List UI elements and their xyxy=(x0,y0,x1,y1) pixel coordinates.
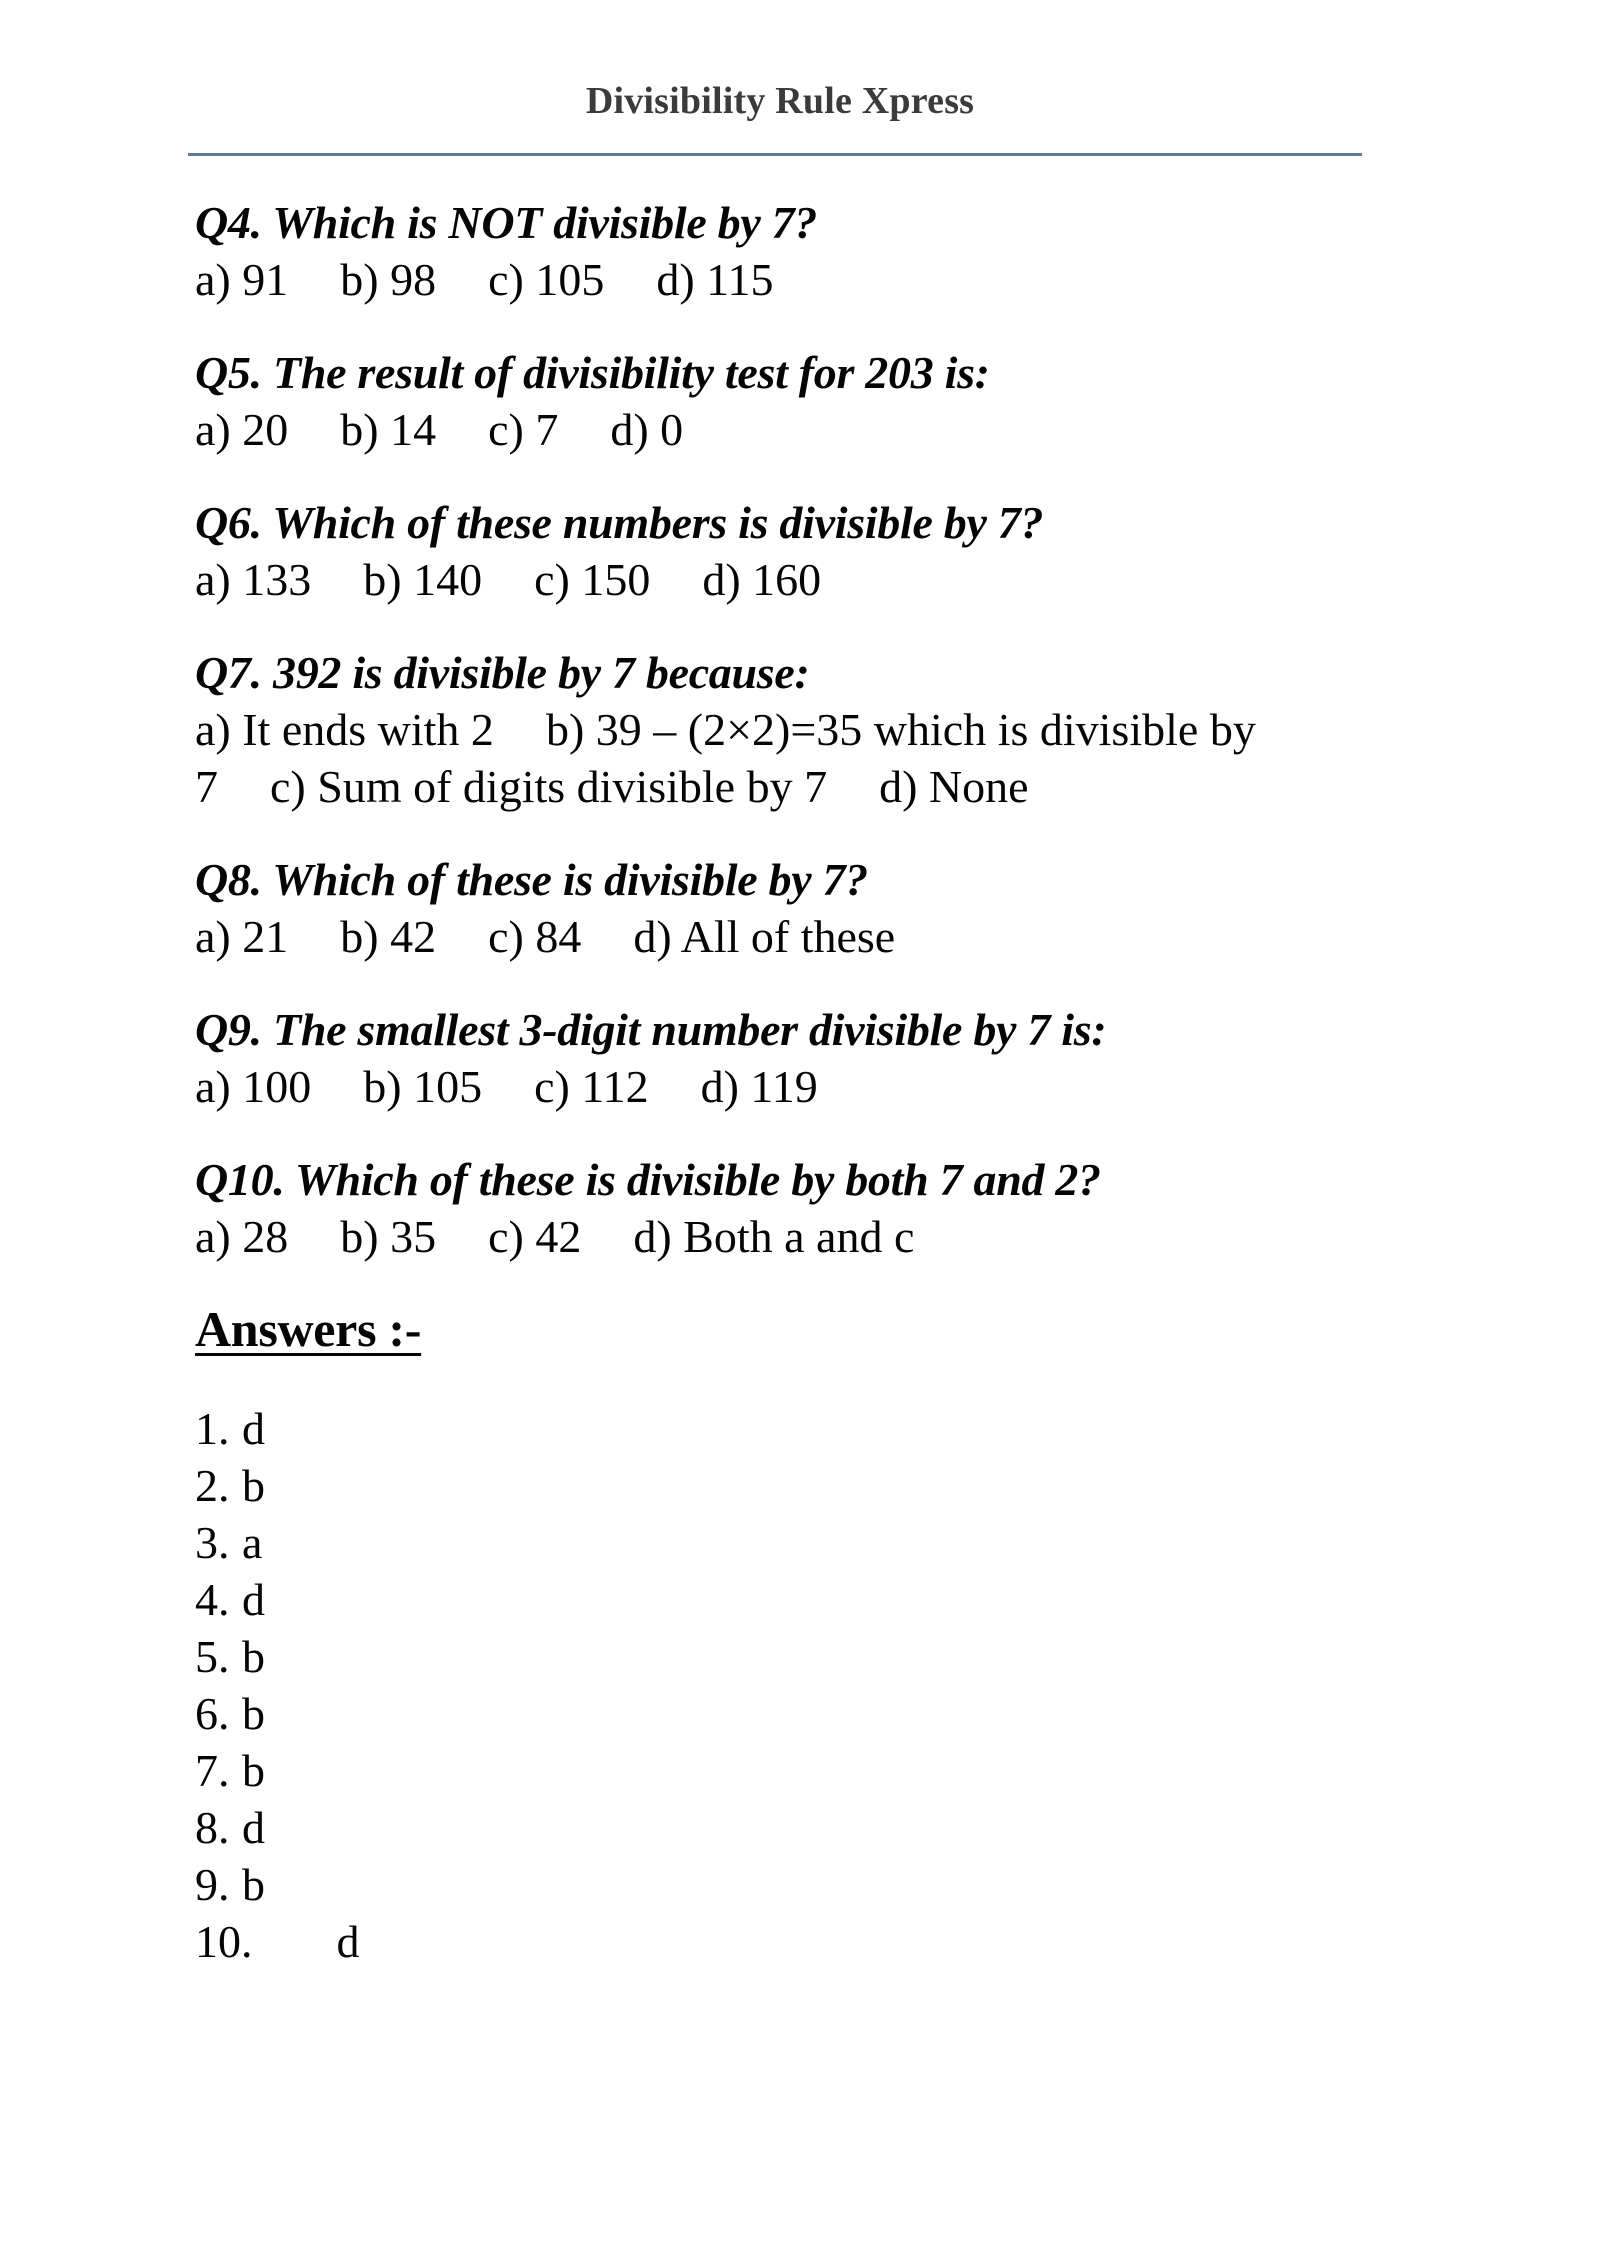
answer-number: 10. xyxy=(195,1916,253,1967)
answers-heading: Answers :- xyxy=(195,1301,422,1357)
option: a) 20 xyxy=(195,404,289,455)
answer-letter: b xyxy=(242,1745,265,1796)
answer-row xyxy=(195,1799,1375,1856)
answer-letter: b xyxy=(242,1859,265,1910)
question-options xyxy=(195,1208,1375,1265)
answer-letter: d xyxy=(242,1403,265,1454)
question-options xyxy=(195,251,1375,308)
answer-row xyxy=(195,1457,1375,1514)
option: d) None xyxy=(879,761,1029,812)
option: b) 105 xyxy=(363,1061,483,1112)
answer-letter: a xyxy=(242,1517,263,1568)
questions-section xyxy=(195,194,1375,1265)
option: b) 35 xyxy=(340,1211,437,1262)
option: c) 7 xyxy=(488,404,559,455)
answer-number: 6. xyxy=(195,1688,230,1739)
answer-row xyxy=(195,1514,1375,1571)
question-title: Q5. The result of divisibility test for 203 is: xyxy=(195,347,990,398)
question-title: Q9. The smallest 3-digit number divisible by 7 is: xyxy=(195,1004,1107,1055)
answer-number: 8. xyxy=(195,1802,230,1853)
option: b) 140 xyxy=(363,554,483,605)
answer-row xyxy=(195,1400,1375,1457)
option: a) 100 xyxy=(195,1061,312,1112)
option: c) 112 xyxy=(534,1061,649,1112)
answer-number: 4. xyxy=(195,1574,230,1625)
answer-row xyxy=(195,1685,1375,1742)
answer-number: 3. xyxy=(195,1517,230,1568)
answer-row xyxy=(195,1742,1375,1799)
answer-number: 9. xyxy=(195,1859,230,1910)
question-options xyxy=(195,701,1375,815)
title-divider-line xyxy=(188,153,1362,156)
option: d) 0 xyxy=(610,404,684,455)
option: c) 84 xyxy=(488,911,582,962)
answer-row xyxy=(195,1571,1375,1628)
question-options xyxy=(195,1058,1375,1115)
question-options xyxy=(195,551,1375,608)
question-title: Q7. 392 is divisible by 7 because: xyxy=(195,647,810,698)
answer-letter: d xyxy=(242,1802,265,1853)
question-options xyxy=(195,908,1375,965)
question-title: Q8. Which of these is divisible by 7? xyxy=(195,854,868,905)
answer-letter: b xyxy=(242,1688,265,1739)
question-block-q6 xyxy=(195,494,1375,608)
option: b) 39 – (2×2)=35 which is divisible by 7 xyxy=(195,704,1256,812)
option: c) 150 xyxy=(534,554,651,605)
answer-number: 7. xyxy=(195,1745,230,1796)
question-title: Q4. Which is NOT divisible by 7? xyxy=(195,197,818,248)
answer-letter: d xyxy=(336,1916,360,1967)
answer-letter: b xyxy=(242,1631,265,1682)
answer-number: 2. xyxy=(195,1460,230,1511)
answer-row xyxy=(195,1913,1375,1970)
question-options xyxy=(195,401,1375,458)
question-block-q10 xyxy=(195,1151,1375,1265)
answer-row xyxy=(195,1628,1375,1685)
question-block-q8 xyxy=(195,851,1375,965)
option: c) Sum of digits divisible by 7 xyxy=(270,761,828,812)
question-block-q5 xyxy=(195,344,1375,458)
option: d) 115 xyxy=(656,254,774,305)
option: d) Both a and c xyxy=(633,1211,915,1262)
option: c) 105 xyxy=(488,254,605,305)
option: a) 91 xyxy=(195,254,289,305)
option: a) 21 xyxy=(195,911,289,962)
option: c) 42 xyxy=(488,1211,582,1262)
option: d) All of these xyxy=(633,911,896,962)
answers-list xyxy=(195,1400,1375,1970)
question-title: Q10. Which of these is divisible by both 7 and 2? xyxy=(195,1154,1101,1205)
option: b) 98 xyxy=(340,254,437,305)
option: a) 28 xyxy=(195,1211,289,1262)
option: b) 42 xyxy=(340,911,437,962)
answer-number: 1. xyxy=(195,1403,230,1454)
answer-number: 5. xyxy=(195,1631,230,1682)
answer-row xyxy=(195,1856,1375,1913)
option: a) It ends with 2 xyxy=(195,704,494,755)
document-title: Divisibility Rule Xpress xyxy=(585,80,975,122)
question-block-q9 xyxy=(195,1001,1375,1115)
option: b) 14 xyxy=(340,404,437,455)
question-block-q4 xyxy=(195,194,1375,308)
option: a) 133 xyxy=(195,554,312,605)
question-title: Q6. Which of these numbers is divisible by 7? xyxy=(195,497,1044,548)
answer-letter: b xyxy=(242,1460,265,1511)
question-block-q7 xyxy=(195,644,1375,815)
answer-letter: d xyxy=(242,1574,265,1625)
option: d) 160 xyxy=(702,554,822,605)
option: d) 119 xyxy=(700,1061,818,1112)
